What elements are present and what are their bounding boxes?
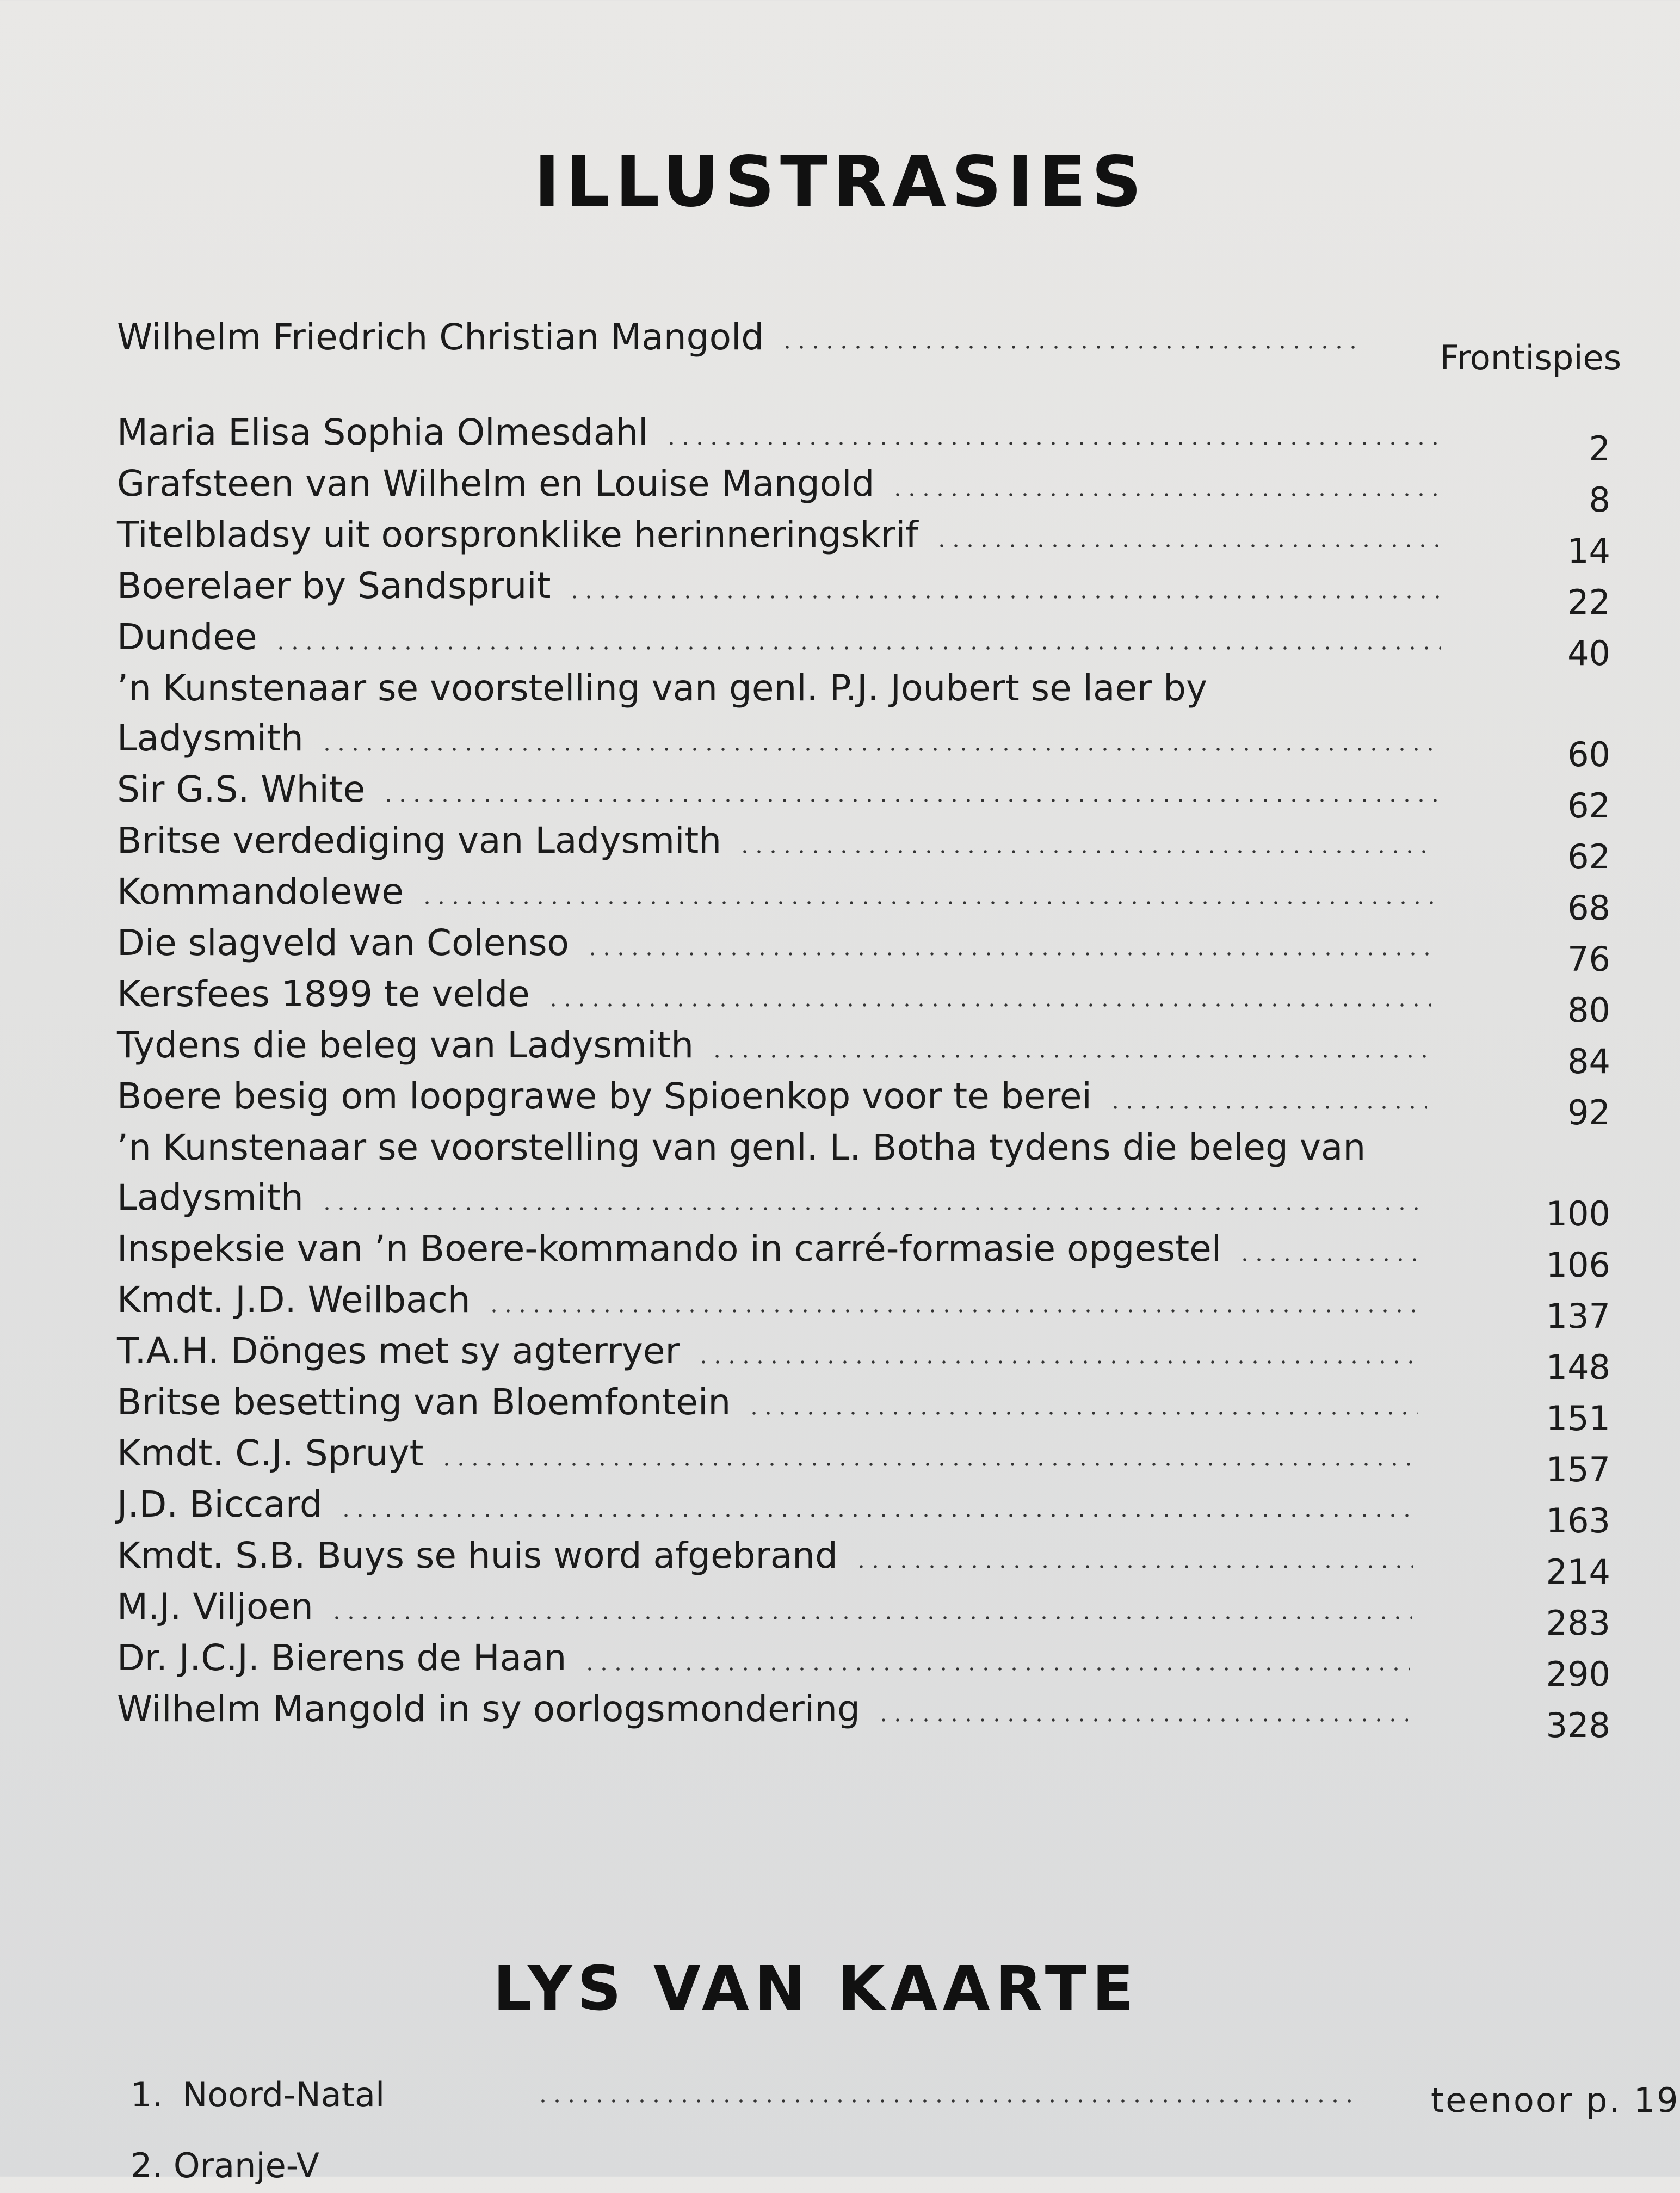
illustration-title: Kmdt. S.B. Buys se huis word afgebrand: [117, 1535, 838, 1576]
map-number: 1.: [131, 2075, 163, 2115]
dot-leader: [440, 1463, 1417, 1466]
illustration-page-number: 62: [1567, 837, 1610, 877]
illustration-title-line2: Ladysmith: [117, 717, 304, 759]
illustration-title: Britse besetting van Bloemfontein: [117, 1381, 731, 1423]
illustration-page-number: 157: [1546, 1450, 1610, 1489]
dot-leader: [583, 1667, 1410, 1671]
illustrations-heading: ILLUSTRASIES: [534, 141, 1147, 223]
dot-leader: [546, 1003, 1431, 1007]
maps-heading: LYS VAN KAARTE: [493, 1954, 1139, 2024]
dot-leader: [891, 493, 1447, 496]
illustration-page-number: 148: [1546, 1347, 1610, 1387]
illustration-page-number: 40: [1567, 633, 1610, 673]
illustration-page-number: 14: [1567, 531, 1610, 571]
illustration-page-number: 214: [1546, 1552, 1610, 1592]
illustration-entry: [117, 765, 1621, 826]
dot-leader: [747, 1412, 1418, 1415]
illustration-page-number: 60: [1567, 735, 1610, 774]
illustration-page-number: 100: [1546, 1194, 1610, 1234]
illustration-page-number: Frontispies: [1440, 338, 1621, 378]
dot-leader: [738, 850, 1436, 853]
illustration-entry: [117, 970, 1621, 1030]
illustration-page-number: 328: [1546, 1705, 1610, 1745]
illustration-page-number: 137: [1546, 1296, 1610, 1336]
illustration-page-number: 283: [1546, 1603, 1610, 1643]
illustration-entry: [117, 816, 1621, 877]
dot-leader: [381, 799, 1438, 802]
illustration-entry: [117, 408, 1621, 469]
illustration-title: T.A.H. Dönges met sy agterryer: [117, 1330, 680, 1372]
illustration-entry: [117, 867, 1621, 928]
illustration-title: Die slagveld van Colenso: [117, 922, 569, 964]
illustration-entry: [117, 1072, 1621, 1132]
illustration-entry: [117, 1429, 1621, 1489]
illustration-title: Kommandolewe: [117, 871, 404, 913]
illustration-title: Maria Elisa Sophia Olmesdahl: [117, 411, 648, 453]
dot-leader: [487, 1309, 1422, 1313]
illustration-title: Tydens die beleg van Ladysmith: [117, 1024, 694, 1066]
dot-leader: [339, 1514, 1415, 1517]
dot-leader: [274, 646, 1441, 650]
illustration-title: Kmdt. C.J. Spruyt: [117, 1432, 424, 1474]
illustration-title: Inspeksie van ’n Boere-kommando in carré-formasie opgestel: [117, 1228, 1222, 1270]
illustration-entry: [117, 1224, 1621, 1285]
illustration-page-number: 80: [1567, 990, 1610, 1030]
illustration-page-number: 76: [1567, 939, 1610, 979]
dot-leader: [664, 442, 1448, 445]
illustration-entry: [117, 613, 1621, 673]
dot-leader: [420, 901, 1434, 904]
illustration-entry: [117, 1582, 1621, 1643]
map-entry: [131, 2068, 1680, 2122]
dot-leader: [854, 1565, 1413, 1568]
illustration-page-number: 62: [1567, 786, 1610, 826]
illustration-title-line2: Ladysmith: [117, 1176, 304, 1218]
dot-leader: [320, 748, 1440, 751]
illustration-title: Kersfees 1899 te velde: [117, 973, 530, 1015]
illustration-title-continuation: [117, 714, 1632, 763]
illustration-entry: [117, 1480, 1621, 1541]
illustration-page-number: 8: [1589, 480, 1610, 520]
illustration-page-number: 68: [1567, 888, 1610, 928]
illustration-title: Dundee: [117, 616, 257, 658]
illustration-title: Grafsteen van Wilhelm en Louise Mangold: [117, 463, 875, 504]
illustration-title: Kmdt. J.D. Weilbach: [117, 1279, 471, 1321]
illustration-entry: [117, 313, 1621, 378]
illustration-entry: [117, 562, 1621, 622]
illustration-title: M.J. Viljoen: [117, 1586, 313, 1628]
illustration-title: Titelbladsy uit oorspronklike herinneringskrif: [117, 514, 918, 556]
illustration-entry: [117, 1327, 1621, 1387]
illustration-page-number: 2: [1589, 429, 1610, 469]
dot-leader: [876, 1718, 1408, 1722]
illustration-entry: [117, 1378, 1621, 1438]
illustration-title: J.D. Biccard: [117, 1483, 323, 1525]
dot-leader: [710, 1055, 1429, 1058]
illustration-page-number: 151: [1546, 1399, 1610, 1438]
illustration-title: Wilhelm Friedrich Christian Mangold: [117, 316, 764, 358]
map-page-reference: teenoor p. 19: [1431, 2080, 1680, 2120]
dot-leader: [935, 544, 1444, 547]
dot-leader: [330, 1616, 1412, 1619]
illustration-page-number: 290: [1546, 1654, 1610, 1694]
dot-leader: [320, 1207, 1425, 1210]
illustration-title: Britse verdediging van Ladysmith: [117, 820, 722, 861]
illustration-entry: [117, 1021, 1621, 1081]
illustration-title: Boerelaer by Sandspruit: [117, 565, 551, 607]
dot-leader: [696, 1360, 1420, 1364]
dot-leader: [1238, 1258, 1424, 1261]
illustration-entry: [117, 919, 1621, 979]
illustration-page-number: 22: [1567, 582, 1610, 622]
dot-leader: [1108, 1106, 1427, 1109]
illustration-title: Boere besig om loopgrawe by Spioenkop voor te berei: [117, 1075, 1092, 1117]
illustration-title-continuation: [117, 1173, 1632, 1222]
illustration-entry: [117, 1531, 1621, 1592]
illustration-page-number: 92: [1567, 1093, 1610, 1132]
dot-leader: [780, 346, 1363, 349]
illustration-entry: [117, 1276, 1621, 1336]
illustration-title: Wilhelm Mangold in sy oorlogsmondering: [117, 1688, 860, 1730]
illustration-title: Sir G.S. White: [117, 768, 366, 810]
dot-leader: [536, 2099, 1352, 2103]
illustration-title: Dr. J.C.J. Bierens de Haan: [117, 1637, 567, 1679]
dot-leader: [567, 595, 1443, 599]
map-title: Noord-Natal: [182, 2075, 385, 2115]
illustration-title: ’n Kunstenaar se voorstelling van genl. P.J. Joubert se laer by: [117, 667, 1208, 709]
illustration-entry: [117, 1685, 1621, 1745]
illustration-page-number: 163: [1546, 1501, 1610, 1541]
illustration-entry: [117, 1634, 1621, 1694]
illustration-title: ’n Kunstenaar se voorstelling van genl. L. Botha tydens die beleg van: [117, 1126, 1366, 1168]
illustration-entry: [117, 459, 1621, 520]
illustration-entry: [117, 510, 1621, 571]
illustration-page-number: 84: [1567, 1042, 1610, 1081]
dot-leader: [585, 952, 1432, 956]
illustration-page-number: 106: [1546, 1245, 1610, 1285]
maps-cutoff-entry: 2. Oranje-V: [131, 2146, 319, 2185]
